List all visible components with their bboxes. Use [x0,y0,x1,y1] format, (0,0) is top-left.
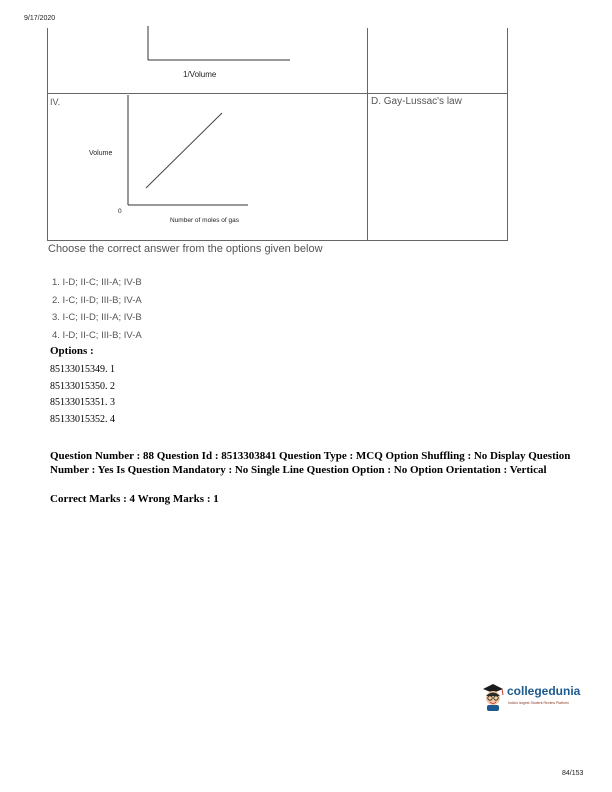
graduate-mascot-icon [480,682,506,712]
options-heading: Options : [50,345,94,357]
list-item: 1. I-D; II-C; III-A; IV-B [52,277,142,288]
list-item: 85133015351. 3 [50,397,115,408]
graph-xlabel: Number of moles of gas [170,217,240,224]
row-iv-label: IV. [50,97,61,107]
graph-origin-label: 0 [118,208,122,215]
list-item: 2. I-C; II-D; III-B; IV-A [52,294,142,306]
list-item: 85133015349. 1 [50,364,115,375]
graph-top-axes [140,26,300,66]
answer-choices [52,274,142,344]
list-item: 85133015352. 4 [50,413,115,425]
page-number: 84/153 [562,770,584,777]
collegedunia-logo [480,682,585,712]
list-item: 3. I-C; II-D; III-A; IV-B [52,312,142,323]
graph-line [146,113,222,188]
list-item: 4. I-D; II-C; III-B; IV-A [52,329,142,341]
logo-tagline: India's largest Student Review Platform [508,701,569,705]
logo-wordmark: collegedunia [507,684,581,698]
list-item: 85133015350. 2 [50,380,115,392]
graph-volume-vs-moles [120,92,280,212]
question-instruction: Choose the correct answer from the options given below [48,243,323,255]
question-meta: Question Number : 88 Question Id : 8513303841 Question Type : MCQ Option Shuffling : No Display Question Number : Yes Is Question Mandatory : No Single Line Question Option : No Option Orientation : Vertical [50,450,571,476]
print-date: 9/17/2020 [24,15,56,22]
option-id-list [50,362,115,428]
question-marks: Correct Marks : 4 Wrong Marks : 1 [50,493,219,505]
graph-ylabel: Volume [89,150,113,157]
option-d-label: D. Gay-Lussac's law [371,96,462,107]
graph-top-xlabel: 1/Volume [183,70,217,79]
